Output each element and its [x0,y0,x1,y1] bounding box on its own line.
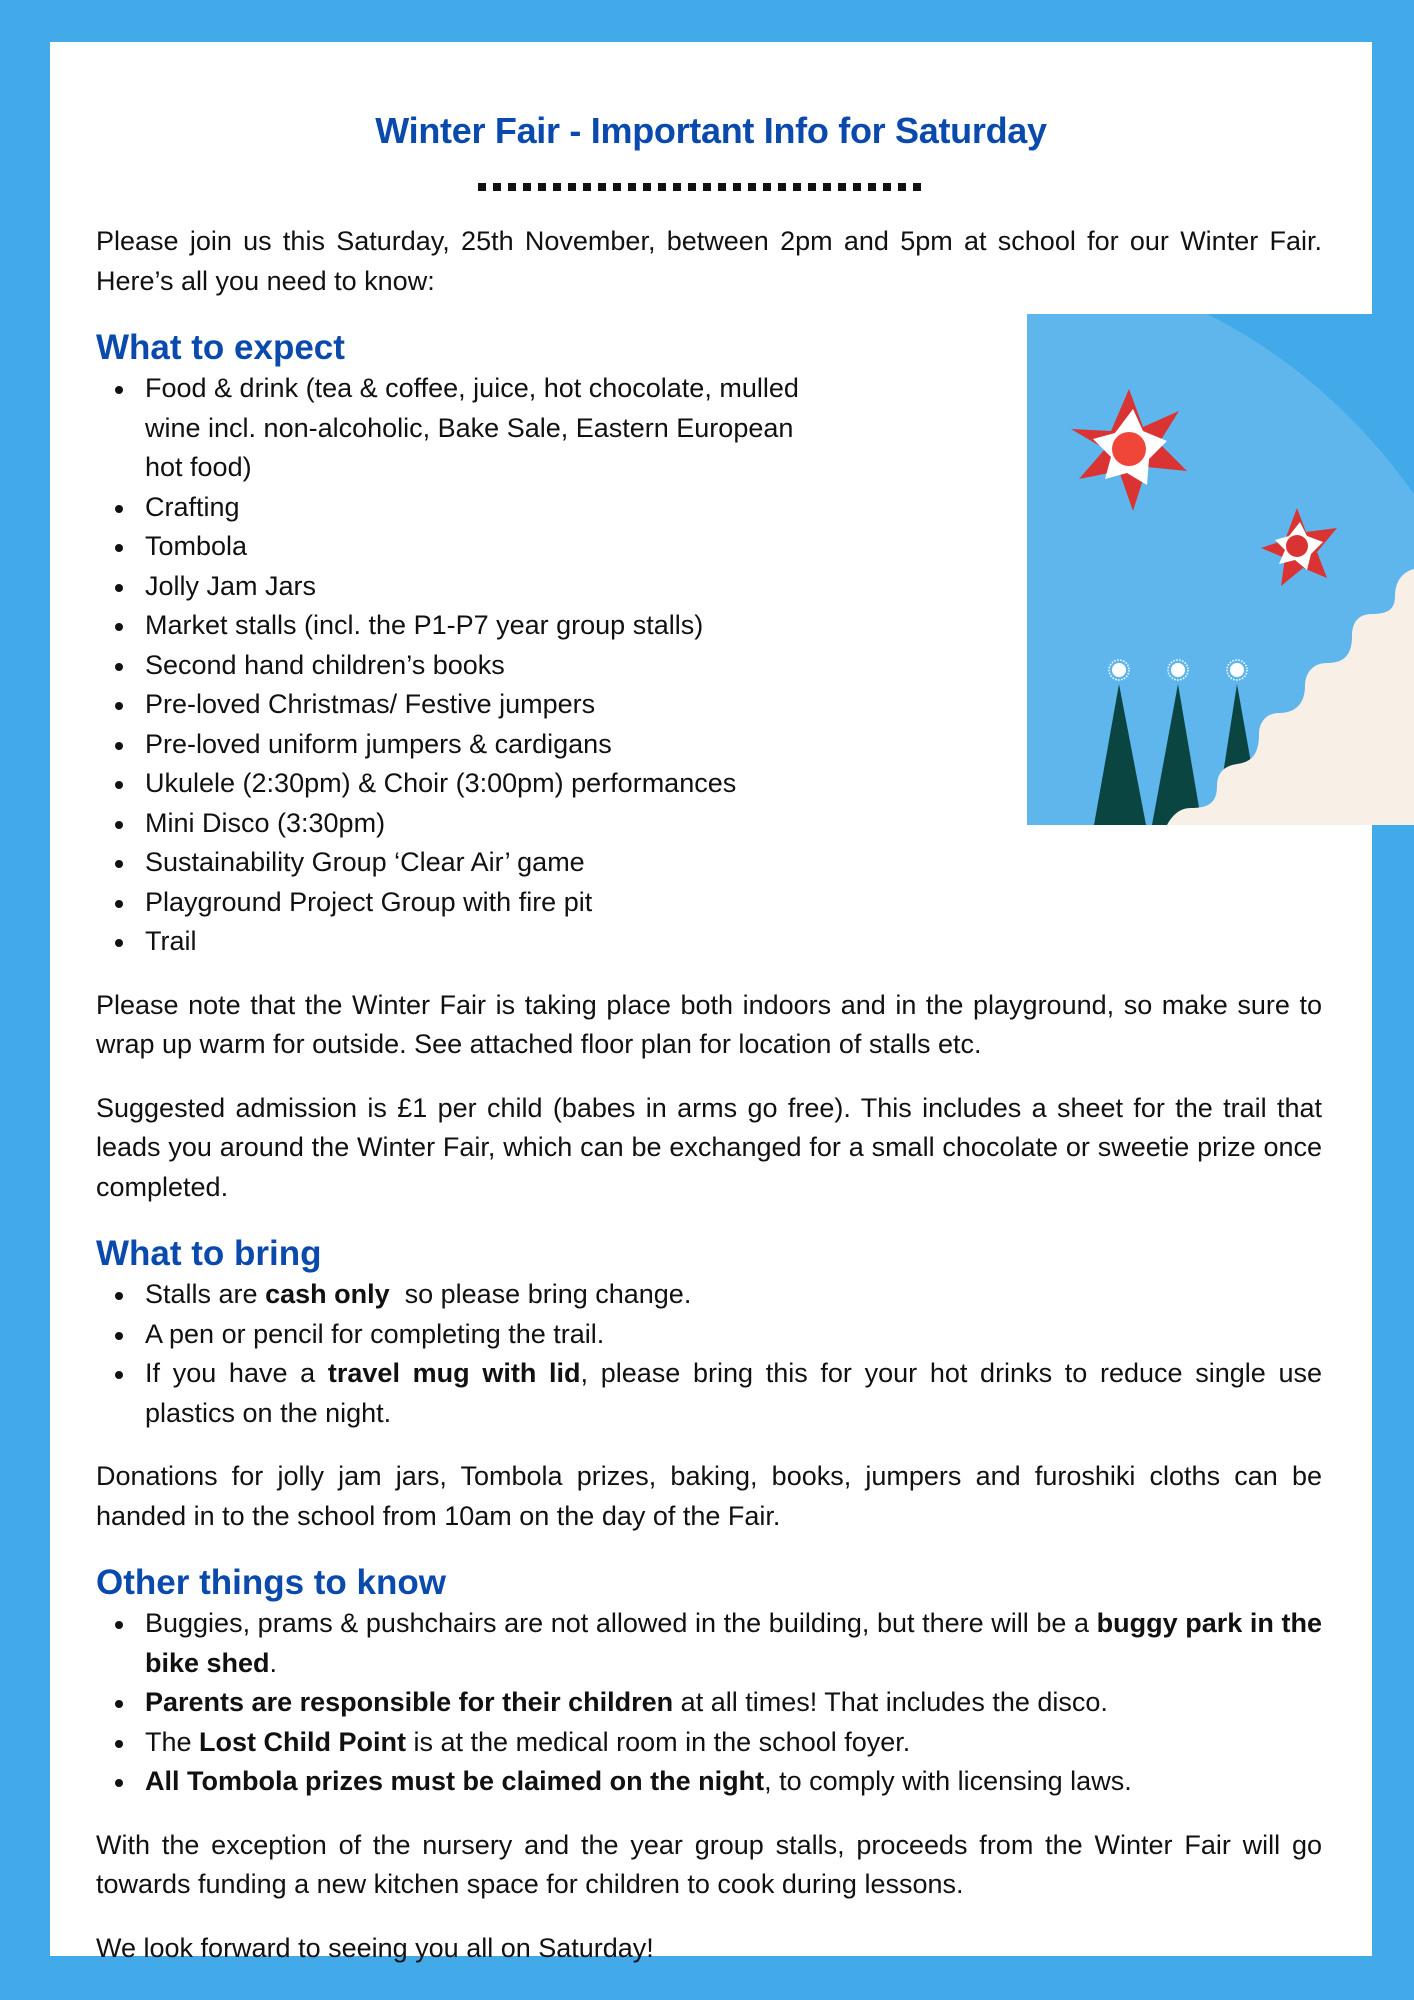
list-item: Playground Project Group with fire pit [145,883,825,923]
list-item: Stalls are cash only so please bring change. [145,1275,1322,1315]
closing-paragraph: We look forward to seeing you all on Saturday! [96,1932,654,1963]
list-item: Crafting [145,488,825,528]
proceeds-paragraph: With the exception of the nursery and the year group stalls, proceeds from the Winter Fair will go towards funding a new kitchen space for children to cook during lessons. [96,1829,1322,1899]
expect-list [96,369,825,962]
list-item: A pen or pencil for completing the trail. [145,1315,1322,1355]
list-item: All Tombola prizes must be claimed on the night, to comply with licensing laws. [145,1762,1322,1802]
admission-paragraph: Suggested admission is £1 per child (babes in arms go free). This includes a sheet for the trail that leads you around the Winter Fair, which can be exchanged for a small chocolate or sweetie prize once completed. [96,1092,1322,1202]
section-heading-expect: What to expect [96,328,345,367]
donations-paragraph: Donations for jolly jam jars, Tombola prizes, baking, books, jumpers and furoshiki cloths can be handed in to the school from 10am on the day of the Fair. [96,1461,1322,1531]
note-paragraph: Please note that the Winter Fair is taking place both indoors and in the playground, so make sure to wrap up warm for outside. See attached floor plan for location of stalls etc. [96,989,1322,1059]
list-item: Pre-loved uniform jumpers & cardigans [145,725,825,765]
bring-list [96,1275,1322,1433]
list-item: Buggies, prams & pushchairs are not allowed in the building, but there will be a buggy park in the bike shed. [145,1604,1322,1683]
title-dotted-divider [478,183,928,191]
list-item: Pre-loved Christmas/ Festive jumpers [145,685,825,725]
list-item: Market stalls (incl. the P1-P7 year group stalls) [145,606,825,646]
list-item: The Lost Child Point is at the medical room in the school foyer. [145,1723,1322,1763]
list-item: If you have a travel mug with lid, please bring this for your hot drinks to reduce single use plastics on the night. [145,1354,1322,1433]
intro-paragraph: Please join us this Saturday, 25th November, between 2pm and 5pm at school for our Winter Fair. Here’s all you need to know: [96,226,1322,296]
page-title: Winter Fair - Important Info for Saturday [375,110,1047,151]
list-item: Jolly Jam Jars [145,567,825,607]
section-heading-bring: What to bring [96,1234,322,1273]
winter-illustration [1027,314,1414,825]
list-item: Parents are responsible for their children at all times! That includes the disco. [145,1683,1322,1723]
list-item: Tombola [145,527,825,567]
list-item: Ukulele (2:30pm) & Choir (3:00pm) performances [145,764,825,804]
section-heading-other: Other things to know [96,1563,446,1602]
list-item: Food & drink (tea & coffee, juice, hot chocolate, mulled wine incl. non-alcoholic, Bake Sale, Eastern European hot food) [145,369,825,488]
list-item: Sustainability Group ‘Clear Air’ game [145,843,825,883]
list-item: Mini Disco (3:30pm) [145,804,825,844]
list-item: Second hand children’s books [145,646,825,686]
other-list [96,1604,1322,1802]
list-item: Trail [145,922,825,962]
